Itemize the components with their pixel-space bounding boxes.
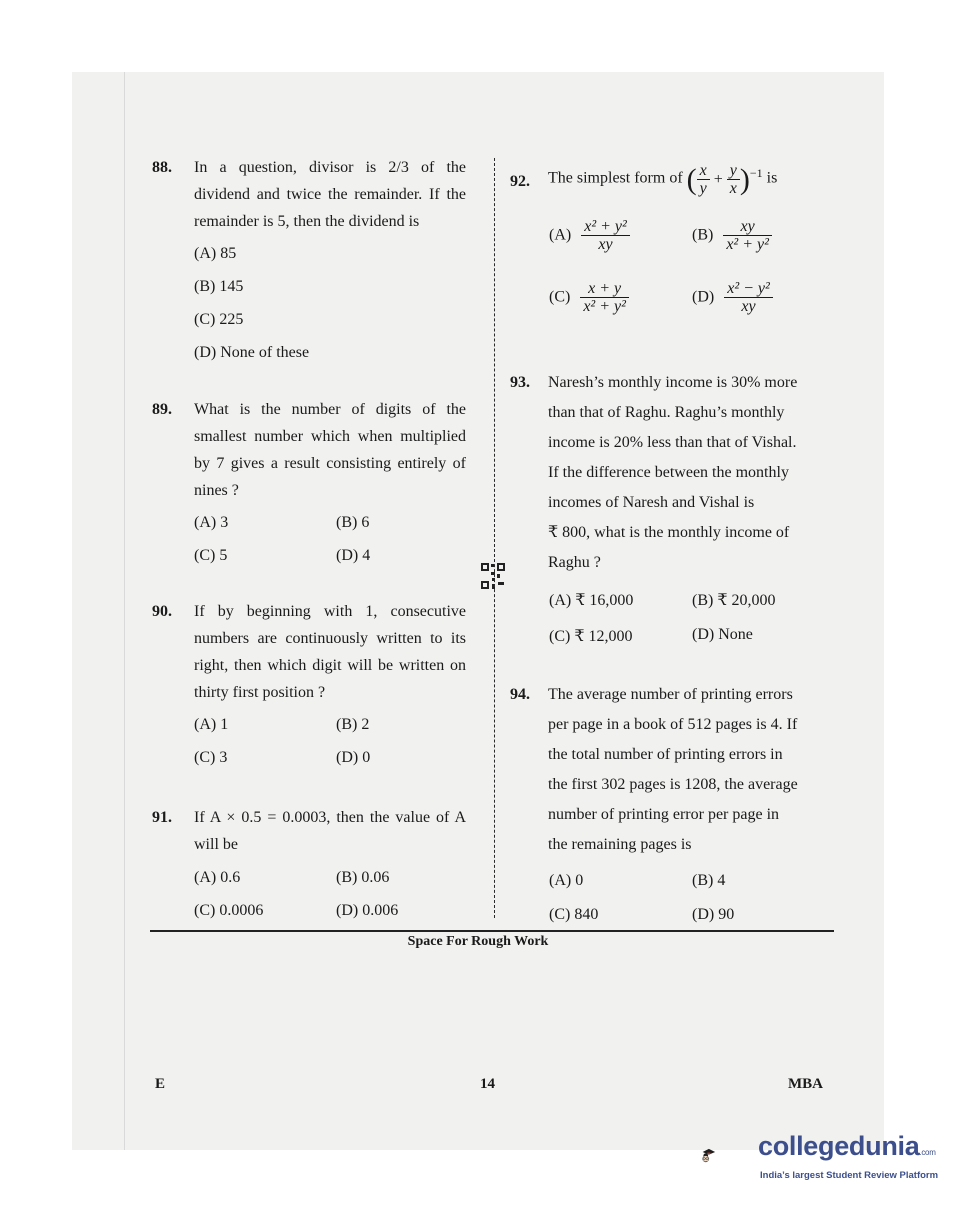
- question-94: [510, 680, 830, 862]
- option-c[interactable]: (C) $\frac{x + y}{\text{x² + y²}}$: [549, 280, 629, 315]
- expression: ( $\frac{x}{y}$ + $\frac{y}{x}$ )$^{-1}$: [686, 162, 763, 198]
- question-line: the first 302 pages is 1208, the average: [548, 776, 798, 793]
- option-b[interactable]: (B) $\frac{xy}{\text{x² + y²}}$: [692, 218, 772, 253]
- question-90: [152, 598, 472, 708]
- question-text: If A × 0.5 = 0.0003, then the value of A will be: [194, 809, 466, 853]
- option-b[interactable]: (B) 4: [692, 872, 726, 889]
- option-a[interactable]: (A) 85: [194, 245, 237, 262]
- question-number: 94.: [510, 686, 530, 703]
- question-number: 90.: [152, 603, 172, 620]
- question-line: incomes of Naresh and Vishal is: [548, 494, 755, 511]
- question-91: [152, 804, 472, 864]
- option-c[interactable]: (C) 840: [549, 906, 599, 923]
- option-a[interactable]: (A) 3: [194, 514, 229, 531]
- question-text: What is the number of digits of the smallest number which when multiplied by 7 gives a result consisting entirely of nines ?: [194, 401, 466, 499]
- question-line: number of printing error per page in: [548, 806, 780, 823]
- option-c[interactable]: (C) 3: [194, 749, 228, 766]
- question-line: ₹ 800, what is the monthly income of: [548, 524, 790, 541]
- question-number: 92.: [510, 173, 530, 190]
- option-d[interactable]: (D) $\frac{\text{x² − y²}}{xy}$: [692, 280, 773, 315]
- option-a[interactable]: (A) 0: [549, 872, 584, 889]
- question-text: The simplest form of: [548, 169, 683, 187]
- option-d[interactable]: (D) 90: [692, 906, 735, 923]
- question-line: If the difference between the monthly: [548, 464, 789, 481]
- brand-name: collegedunia.com: [758, 1131, 936, 1161]
- option-a[interactable]: (A) $\frac{\text{x² + y²}}{xy}$: [549, 218, 630, 253]
- option-d[interactable]: (D) None of these: [194, 344, 310, 361]
- footer-exam: MBA: [788, 1076, 823, 1092]
- question-number: 91.: [152, 809, 172, 826]
- question-line: the remaining pages is: [548, 836, 692, 853]
- option-c[interactable]: (C) 225: [194, 311, 244, 328]
- rough-work-label: Space For Rough Work: [407, 934, 549, 949]
- question-line: The average number of printing errors: [548, 686, 793, 703]
- option-d[interactable]: (D) 0.006: [336, 902, 399, 919]
- margin-line: [124, 72, 125, 1150]
- option-d[interactable]: (D) 4: [336, 547, 371, 564]
- option-b[interactable]: (B) 6: [336, 514, 370, 531]
- question-line: than that of Raghu. Raghu’s monthly: [548, 404, 785, 421]
- question-number: 88.: [152, 159, 172, 176]
- option-c[interactable]: (C) ₹ 12,000: [549, 628, 633, 645]
- rough-work-rule: [150, 930, 834, 932]
- option-d[interactable]: (D) 0: [336, 749, 371, 766]
- question-line: Naresh’s monthly income is 30% more: [548, 374, 798, 391]
- question-line: Raghu ?: [548, 554, 601, 571]
- question-text: If by beginning with 1, consecutive numbers are continuously written to its right, then which digit will be written on thirty first position ?: [194, 603, 466, 701]
- question-93: [510, 368, 830, 580]
- question-89: [152, 396, 472, 506]
- column-divider: [494, 158, 495, 918]
- question-text: In a question, divisor is 2/3 of the dividend and twice the remainder. If the remainder is 5, then the dividend is: [194, 159, 466, 230]
- question-line: income is 20% less than that of Vishal.: [548, 434, 797, 451]
- option-d[interactable]: (D) None: [692, 626, 753, 643]
- footer-series: E: [155, 1076, 166, 1092]
- collegedunia-mascot-icon: [700, 1122, 760, 1192]
- option-b[interactable]: (B) ₹ 20,000: [692, 592, 776, 609]
- page-number: 14: [480, 1076, 495, 1092]
- option-b[interactable]: (B) 2: [336, 716, 370, 733]
- question-number: 93.: [510, 374, 530, 391]
- question-line: per page in a book of 512 pages is 4. If: [548, 716, 798, 733]
- option-a[interactable]: (A) 1: [194, 716, 229, 733]
- brand-tagline: India’s largest Student Review Platform: [760, 1170, 939, 1181]
- question-line: the total number of printing errors in: [548, 746, 783, 763]
- option-c[interactable]: (C) 0.0006: [194, 902, 264, 919]
- option-a[interactable]: (A) 0.6: [194, 869, 241, 886]
- option-c[interactable]: (C) 5: [194, 547, 228, 564]
- option-b[interactable]: (B) 0.06: [336, 869, 390, 886]
- question-number: 89.: [152, 401, 172, 418]
- question-92: 92. The simplest form of ( $\frac{x}{y}$ + $\frac{y}{x}$ )$^{-1}$ is: [510, 160, 830, 200]
- option-a[interactable]: (A) ₹ 16,000: [549, 592, 634, 609]
- option-b[interactable]: (B) 145: [194, 278, 244, 295]
- qr-code-icon: [480, 562, 506, 590]
